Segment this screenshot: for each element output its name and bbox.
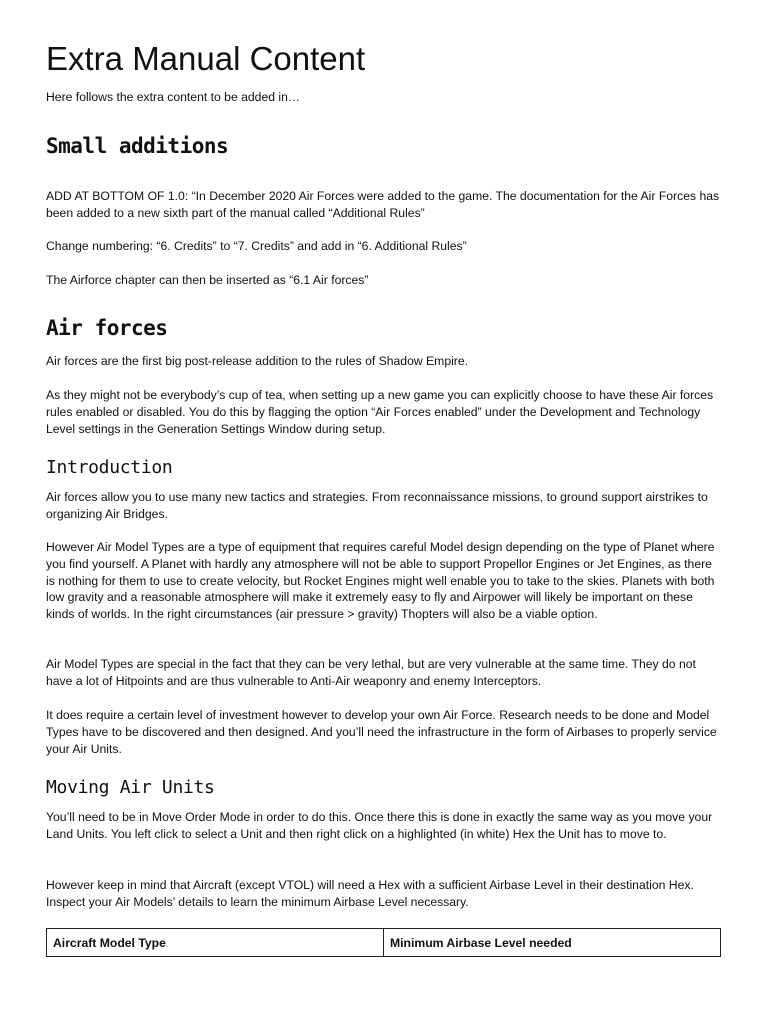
introduction-heading: Introduction	[46, 457, 173, 478]
table-header-row	[47, 929, 721, 957]
moving-air-units-heading: Moving Air Units	[46, 777, 215, 798]
small-additions-paragraph: ADD AT BOTTOM OF 1.0: “In December 2020 Air Forces were added to the game. The documentation for the Air Forces has been added to a new sixth part of the manual called “Additional Rules”	[46, 189, 720, 220]
intro-paragraph: Here follows the extra content to be added in…	[46, 90, 301, 104]
introduction-paragraph: It does require a certain level of investment however to develop your own Air Force. Research needs to be done and Model Types have to be discovered and then designed. And you’ll need the infrastructure in the form of Airbases to properly service your Air Units.	[46, 708, 717, 756]
document-title: Extra Manual Content	[46, 40, 366, 77]
small-additions-paragraph: The Airforce chapter can then be inserted as “6.1 Air forces”	[46, 273, 369, 287]
introduction-paragraph: Air forces allow you to use many new tactics and strategies. From reconnaissance missions, to ground support airstrikes to organizing Air Bridges.	[46, 490, 708, 521]
small-additions-heading: Small additions	[46, 134, 229, 158]
introduction-paragraph: Air Model Types are special in the fact that they can be very lethal, but are very vulnerable at the same time. They do not have a lot of Hitpoints and are thus vulnerable to Anti-Air weaponry and enemy Interceptors.	[46, 657, 696, 688]
airbase-level-table	[46, 928, 721, 957]
moving-air-units-paragraph: You’ll need to be in Move Order Mode in order to do this. Once there this is done in exactly the same way as you move your Land Units. You left click to select a Unit and then right click on a highlighted (in white) Hex the Unit has to move to.	[46, 810, 713, 841]
table-header-minimum-airbase-level: Minimum Airbase Level needed	[384, 929, 721, 957]
small-additions-paragraph: Change numbering: “6. Credits” to “7. Credits” and add in “6. Additional Rules”	[46, 239, 467, 253]
air-forces-paragraph: As they might not be everybody’s cup of tea, when setting up a new game you can explicitly choose to have these Air forces rules enabled or disabled. You do this by flagging the option “Air Forces enabled” under the Development and Technology Level settings in the Generation Settings Window during setup.	[46, 388, 714, 436]
table-header-aircraft-model-type: Aircraft Model Type	[47, 929, 384, 957]
air-forces-heading: Air forces	[46, 316, 168, 340]
introduction-paragraph: However Air Model Types are a type of equipment that requires careful Model design depending on the type of Planet where you find yourself. A Planet with hardly any atmosphere will not be able to support Propellor Engines or Jet Engines, as there is nothing for them to use to create velocity, but Rocket Engines might well enable you to take to the skies. Planets with both low gravity and a reasonable atmosphere will make it extremely easy to fly and Airpower will likely be important on these kinds of worlds. In the right circumstances (air pressure > gravity) Thopters will also be a viable option.	[46, 540, 715, 622]
air-forces-paragraph: Air forces are the first big post-release addition to the rules of Shadow Empire.	[46, 354, 469, 368]
moving-air-units-paragraph: However keep in mind that Aircraft (except VTOL) will need a Hex with a sufficient Airbase Level in their destination Hex. Inspect your Air Models’ details to learn the minimum Airbase Level necessary.	[46, 878, 694, 909]
